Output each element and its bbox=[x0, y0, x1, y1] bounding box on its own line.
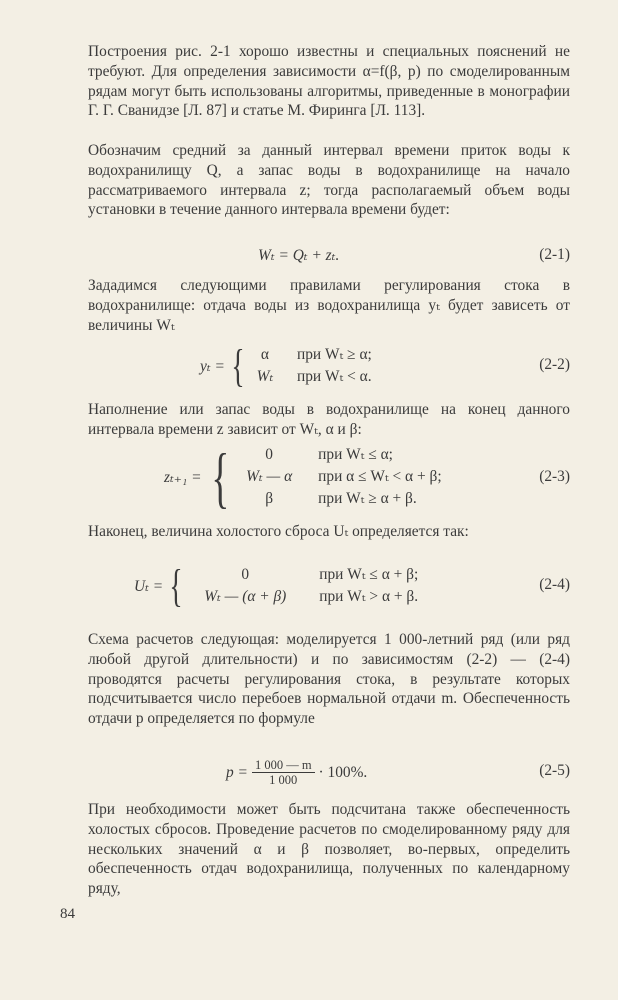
equation-2-4-number: (2-4) bbox=[539, 576, 570, 593]
equation-2-2-number: (2-2) bbox=[539, 356, 570, 373]
paragraph-1-text: Построения рис. 2-1 хорошо известны и специальных пояснений не требуют. Для определения зависимости α=f(β, p) по смоделированным рядам могут быть использованы алгоритмы, приведенные в монографии Г. Г. Сванидзе [Л. 87] и статье М. Фиринга [Л. 113]. bbox=[88, 43, 570, 120]
equation-2-4-condition: при Wₜ ≤ α + β; bbox=[319, 566, 419, 583]
paragraph-5-text: Наконец, величина холостого сброса Uₜ определяется так: bbox=[88, 523, 469, 540]
equation-2-4-value: 0 bbox=[241, 566, 250, 583]
equation-2-5-denominator: 1 000 bbox=[269, 773, 298, 787]
left-brace-icon: { bbox=[210, 439, 229, 515]
equation-2-3-number: (2-3) bbox=[539, 468, 570, 485]
paragraph-6-text: Схема расчетов следующая: моделируется 1 000-летний ряд (или ряд любой другой длительности) и по зависимостям (2-2) — (2-4) проводятся расчеты регулирования стока, в результате которых подсчитывается число перебоев нормальной отдачи m. Обеспеченность отдачи p определяется по формуле bbox=[88, 631, 570, 728]
equation-2-5-lhs: p = bbox=[226, 763, 248, 781]
equation-2-5-number: (2-5) bbox=[539, 762, 570, 779]
paragraph-1 bbox=[88, 42, 570, 121]
equation-2-3-condition: при Wₜ ≥ α + β. bbox=[318, 490, 417, 507]
page-number: 84 bbox=[60, 906, 75, 922]
equation-2-5-fraction bbox=[252, 758, 315, 787]
equation-2-1-number: (2-1) bbox=[539, 246, 570, 263]
equation-2-3-condition: при α ≤ Wₜ < α + β; bbox=[318, 468, 442, 485]
paragraph-6 bbox=[88, 630, 570, 729]
equation-2-5-rhs: · 100%. bbox=[318, 763, 368, 781]
equation-2-5-numerator: 1 000 — m bbox=[252, 758, 315, 773]
equation-2-2-lhs: yₜ = bbox=[200, 357, 225, 375]
equation-2-4-lhs: Uₜ = bbox=[134, 577, 164, 595]
paragraph-2-text: Обозначим средний за данный интервал времени приток воды к водохранилищу Q, а запас воды в водохранилище на начало рассматриваемого интервала z; тогда располагаемый объем воды установки в течение данного интервала времени будет: bbox=[88, 142, 570, 219]
equation-2-2-condition: при Wₜ ≥ α; bbox=[296, 346, 372, 363]
equation-2-2-value: α bbox=[260, 346, 269, 363]
paragraph-3 bbox=[88, 276, 570, 335]
paragraph-2 bbox=[88, 141, 570, 220]
paragraph-7-text: При необходимости может быть подсчитана также обеспеченность холостых сбросов. Проведение расчетов по смоделированному ряду для нескольких значений α и β позволяет, во-первых, определить обеспеченность отдач водохранилища, полученных по календарному ряду, bbox=[88, 801, 570, 898]
paragraph-5 bbox=[88, 522, 570, 542]
equation-2-3-value: 0 bbox=[265, 446, 273, 463]
equation-2-2-value: Wₜ bbox=[256, 368, 274, 385]
paragraph-7 bbox=[88, 800, 570, 899]
equation-2-3-condition: при Wₜ ≤ α; bbox=[318, 446, 393, 463]
equation-2-1-body: Wₜ = Qₜ + zₜ. bbox=[258, 247, 340, 264]
equation-2-4-condition: при Wₜ > α + β. bbox=[319, 588, 419, 605]
equation-2-3-value: Wₜ — α bbox=[246, 468, 293, 485]
paragraph-4-text: Наполнение или запас воды в водохранилище на конец данного интервала времени z зависит от Wₜ, α и β: bbox=[88, 401, 570, 438]
equation-2-3-value: β bbox=[265, 490, 274, 507]
paragraph-4 bbox=[88, 400, 570, 440]
equation-2-2-condition: при Wₜ < α. bbox=[296, 368, 372, 385]
left-brace-icon: { bbox=[169, 560, 183, 611]
equation-2-3-lhs: zₜ₊₁ = bbox=[164, 468, 202, 486]
left-brace-icon: { bbox=[231, 340, 245, 391]
paragraph-3-text: Зададимся следующими правилами регулирования стока в водохранилище: отдача воды из водохранилища yₜ будет зависеть от величины Wₜ bbox=[88, 277, 570, 334]
equation-2-4-value: Wₜ — (α + β) bbox=[204, 588, 287, 605]
